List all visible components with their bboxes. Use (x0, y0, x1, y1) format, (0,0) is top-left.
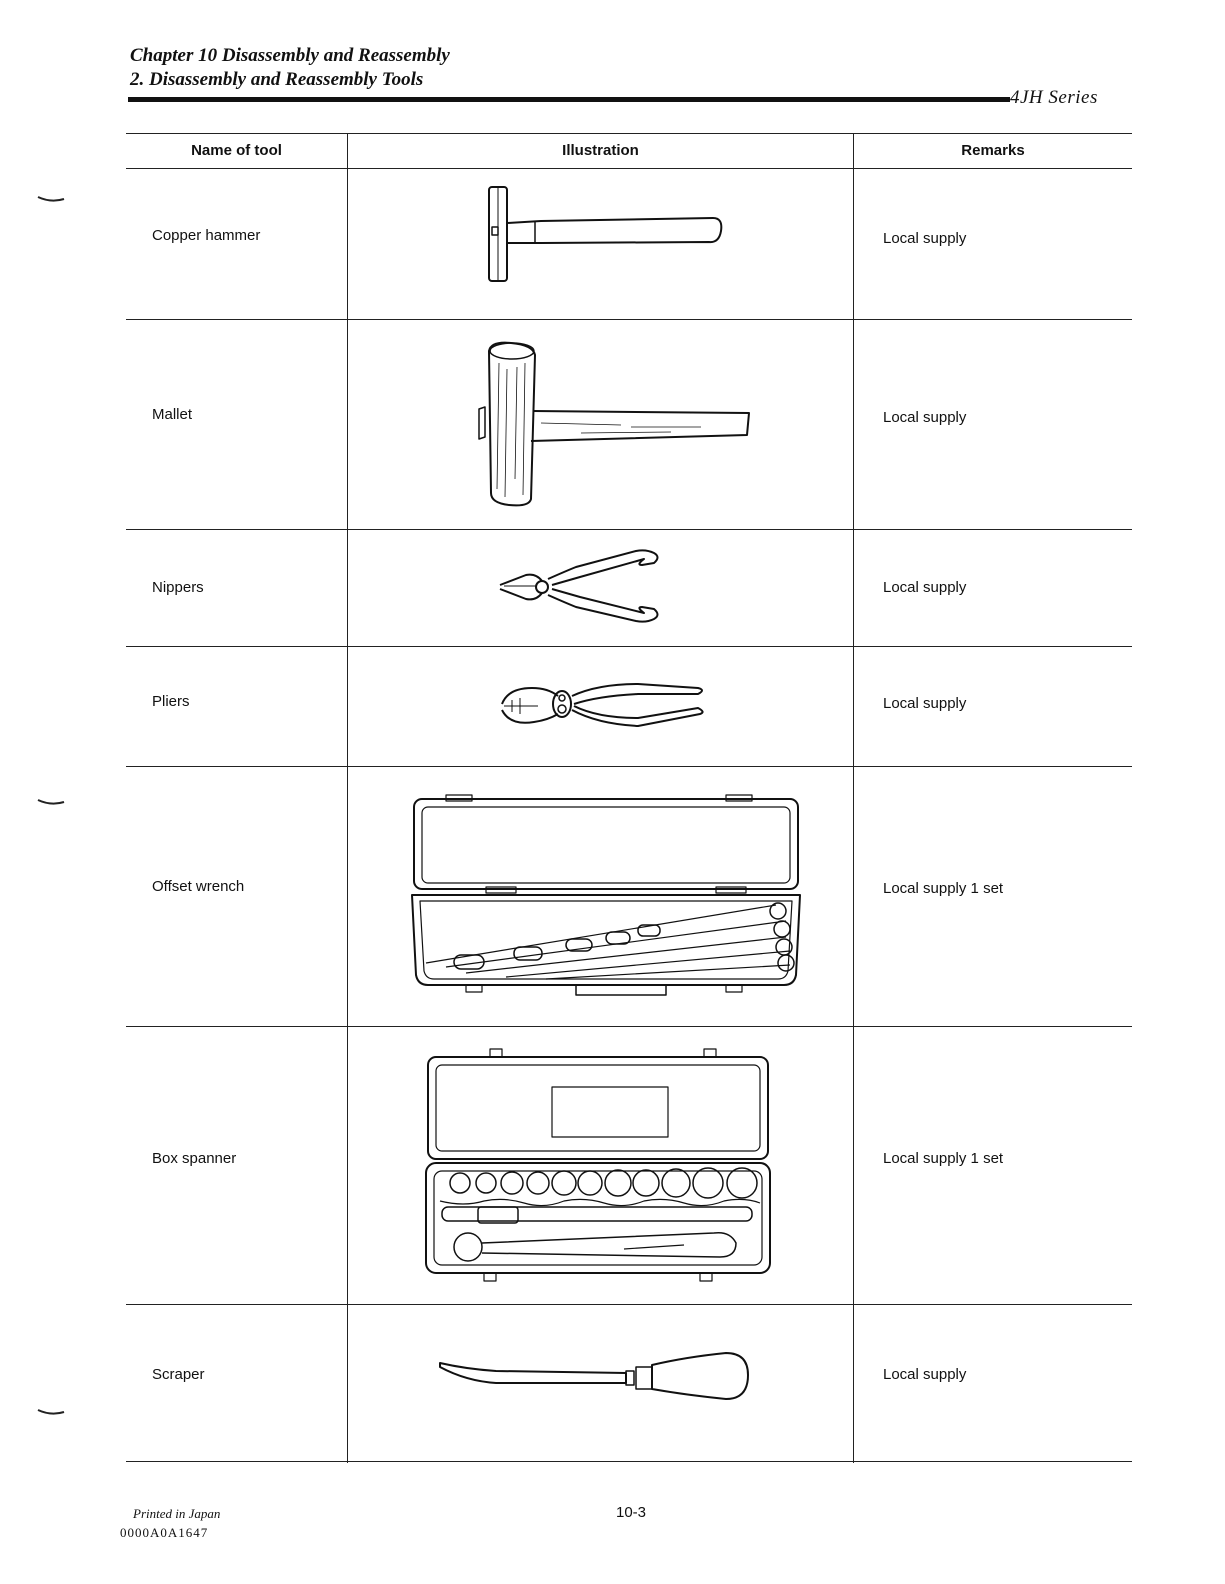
mallet-drawing (471, 339, 761, 509)
pliers-drawing (498, 678, 713, 740)
tool-remark: Local supply 1 set (883, 1150, 1004, 1167)
margin-mark (36, 798, 66, 806)
tool-name: Box spanner (152, 1150, 237, 1167)
section-title: 2. Disassembly and Reassembly Tools (130, 69, 424, 90)
margin-mark (36, 1408, 66, 1416)
tool-name: Offset wrench (152, 878, 245, 895)
column-header-remarks: Remarks (961, 142, 1025, 159)
series-label: 4JH Series (1010, 87, 1098, 108)
printed-in-label: Printed in Japan (133, 1506, 221, 1521)
tool-remark: Local supply (883, 579, 967, 596)
tool-remark: Local supply (883, 695, 967, 712)
page-number: 10-3 (616, 1504, 647, 1521)
tool-remark: Local supply (883, 1366, 967, 1383)
offset-wrench-set-drawing (406, 795, 806, 1005)
tools-table (126, 133, 1132, 1463)
tool-name: Pliers (152, 693, 190, 710)
tool-remark: Local supply (883, 230, 967, 247)
tool-name: Scraper (152, 1366, 205, 1383)
document-code: 0000A0A1647 (120, 1525, 209, 1540)
chapter-title: Chapter 10 Disassembly and Reassembly (130, 45, 450, 66)
column-header-illustration: Illustration (562, 142, 639, 159)
column-header-name: Name of tool (191, 142, 282, 159)
tool-remark: Local supply 1 set (883, 880, 1004, 897)
scraper-drawing (436, 1345, 756, 1405)
tool-name: Nippers (152, 579, 204, 596)
tool-remark: Local supply (883, 409, 967, 426)
header-rule (128, 97, 1010, 102)
margin-mark (36, 195, 66, 203)
copper-hammer-drawing (481, 185, 731, 285)
nippers-drawing (496, 549, 696, 624)
tool-name: Copper hammer (152, 227, 261, 244)
box-spanner-set-drawing (424, 1047, 774, 1287)
tool-name: Mallet (152, 406, 193, 423)
